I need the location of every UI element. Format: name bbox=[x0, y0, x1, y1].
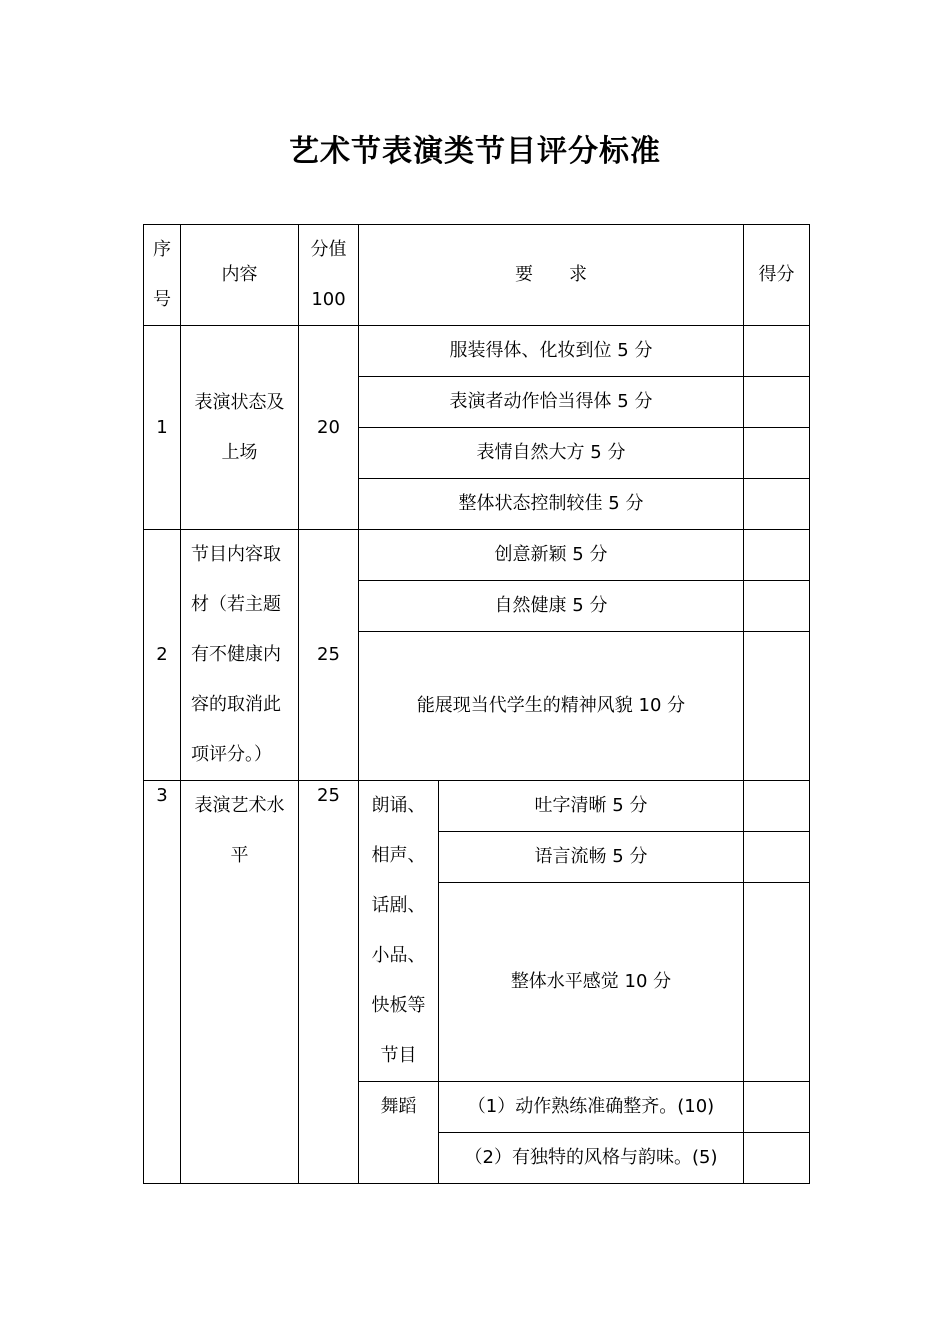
header-row bbox=[144, 225, 810, 326]
requirement-item: 能展现当代学生的精神风貌 10 分 bbox=[359, 632, 744, 781]
content-1: 表演状态及 上场 bbox=[181, 326, 299, 530]
score-cell[interactable] bbox=[744, 479, 810, 530]
requirement-item: 语言流畅 5 分 bbox=[439, 832, 744, 883]
requirement-item: 自然健康 5 分 bbox=[359, 581, 744, 632]
requirement-item: 整体状态控制较佳 5 分 bbox=[359, 479, 744, 530]
score-cell[interactable] bbox=[744, 1082, 810, 1133]
category-recitation: 朗诵、 相声、 话剧、 小品、 快板等 节目 bbox=[359, 781, 439, 1082]
requirement-item: 创意新颖 5 分 bbox=[359, 530, 744, 581]
scoring-table bbox=[143, 224, 810, 1184]
requirement-item: 表演者动作恰当得体 5 分 bbox=[359, 377, 744, 428]
score-1: 20 bbox=[299, 326, 359, 530]
score-cell[interactable] bbox=[744, 832, 810, 883]
score-cell[interactable] bbox=[744, 428, 810, 479]
score-cell[interactable] bbox=[744, 883, 810, 1082]
requirement-item: 服装得体、化妆到位 5 分 bbox=[359, 326, 744, 377]
requirement-item: 整体水平感觉 10 分 bbox=[439, 883, 744, 1082]
content-3: 表演艺术水 平 bbox=[181, 781, 299, 1184]
score-cell[interactable] bbox=[744, 326, 810, 377]
seq-2: 2 bbox=[144, 530, 181, 781]
header-requirement: 要 求 bbox=[359, 225, 744, 326]
score-2: 25 bbox=[299, 530, 359, 781]
score-cell[interactable] bbox=[744, 632, 810, 781]
requirement-item: （1）动作熟练准确整齐。(10) bbox=[439, 1082, 744, 1133]
requirement-item: 吐字清晰 5 分 bbox=[439, 781, 744, 832]
seq-3: 3 bbox=[144, 781, 181, 1184]
header-seq: 序 号 bbox=[144, 225, 181, 326]
score-cell[interactable] bbox=[744, 377, 810, 428]
category-dance: 舞蹈 bbox=[359, 1082, 439, 1184]
header-score: 分值 100 bbox=[299, 225, 359, 326]
score-cell[interactable] bbox=[744, 1133, 810, 1184]
score-cell[interactable] bbox=[744, 781, 810, 832]
score-cell[interactable] bbox=[744, 530, 810, 581]
score-3: 25 bbox=[299, 781, 359, 1184]
table-row bbox=[144, 530, 810, 581]
header-content: 内容 bbox=[181, 225, 299, 326]
score-cell[interactable] bbox=[744, 581, 810, 632]
seq-1: 1 bbox=[144, 326, 181, 530]
header-got: 得分 bbox=[744, 225, 810, 326]
table-row bbox=[144, 326, 810, 377]
page-title: 艺术节表演类节目评分标准 bbox=[289, 134, 661, 169]
requirement-item: 表情自然大方 5 分 bbox=[359, 428, 744, 479]
table-row bbox=[144, 781, 810, 832]
requirement-item: （2）有独特的风格与韵味。(5) bbox=[439, 1133, 744, 1184]
content-2: 节目内容取 材（若主题 有不健康内 容的取消此 项评分。） bbox=[181, 530, 299, 781]
